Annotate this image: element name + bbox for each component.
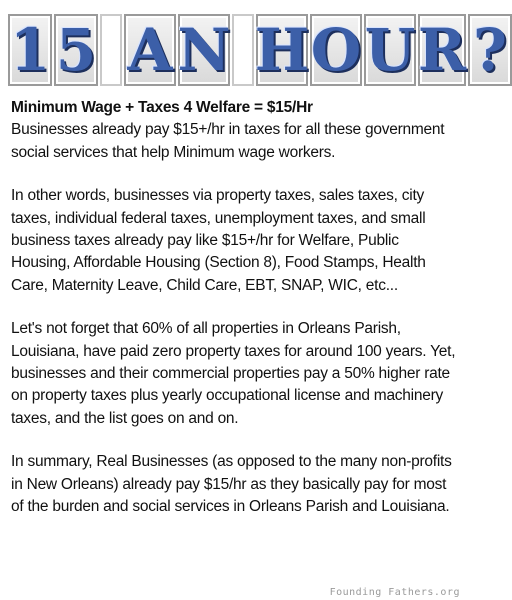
paragraph-4: In summary, Real Businesses (as opposed to the many non-profits in New Orleans) already pay $15/hr as they basically pay for most of the burden and social services in Orleans Parish and Louisiana.: [11, 453, 452, 516]
banner-letter-tile: R: [417, 16, 467, 84]
banner-space-tile: [232, 14, 254, 86]
paragraph-3: Let's not forget that 60% of all properties in Orleans Parish, Louisiana, have paid zero property taxes for around 100 years. Yet, businesses and their commercial properties pay a 50% higher rate on property taxes plus yearly occupational license and machinery taxes, and the list goes on and on.: [11, 320, 456, 427]
banner-space-tile: [100, 14, 122, 86]
banner-letter-tile: N: [177, 16, 231, 84]
banner-letter-tile: H: [254, 16, 310, 84]
banner-letter-tile: 5: [55, 16, 97, 84]
paragraph-1: Businesses already pay $15+/hr in taxes for all these government social services that help Minimum wage workers.: [11, 121, 445, 161]
banner-letter-tile: U: [364, 16, 416, 84]
watermark: Founding Fathers.org: [329, 587, 460, 598]
subtitle: Minimum Wage + Taxes 4 Welfare = $15/Hr: [11, 99, 313, 116]
title-banner: [8, 14, 507, 86]
article-body: [11, 97, 457, 540]
banner-letter-tile: A: [124, 14, 176, 86]
banner-letter-tile: ?: [468, 14, 512, 86]
banner-letter-tile: O: [310, 16, 362, 84]
paragraph-2: In other words, businesses via property taxes, sales taxes, city taxes, individual federal taxes, unemployment taxes, and small business taxes already pay like $15+/hr for Welfare, Public Housing, Affordable Housing (Section 8), Food Stamps, Health Care, Maternity Leave, Child Care, EBT, SNAP, WIC, etc...: [11, 187, 426, 294]
banner-letter-tile: 1: [9, 16, 51, 84]
